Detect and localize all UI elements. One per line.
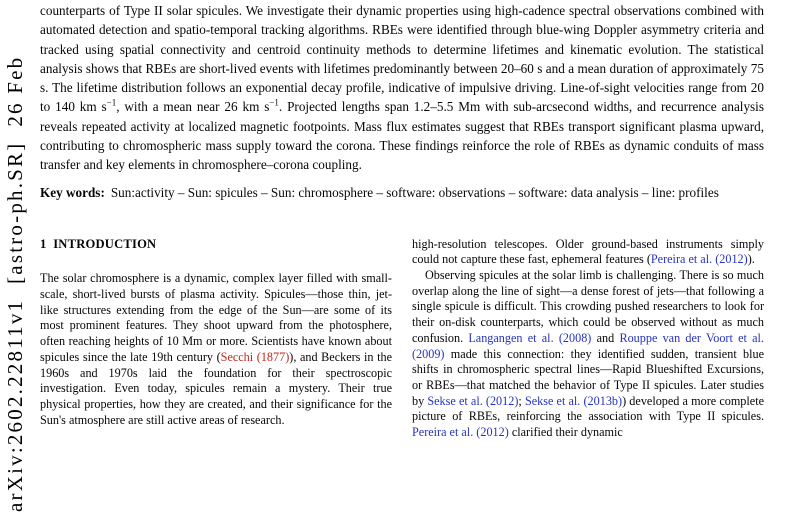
intro-paragraph-right-1 bbox=[412, 237, 764, 268]
text-segment: . Projected lengths span 1.2–5.5 Mm with sub-arcsecond widths, and recurrence analysis reveals repeated activity at localized magnetic footpoints. Mass flux estimates suggest that RBEs transport significant plasma upward, contributing to chromospheric mass supply toward the corona. These findings reinforce the role of RBEs as dynamic conduits of mass transfer and key elements in chromosphere–corona coupling. bbox=[40, 99, 764, 173]
citation-link[interactable]: Secchi (1877) bbox=[220, 349, 290, 364]
text-segment: clarified their dynamic bbox=[508, 425, 623, 440]
text-segment: −1 bbox=[269, 98, 279, 109]
citation-link[interactable]: Pereira et al. (2012) bbox=[650, 252, 748, 267]
text-segment: ) developed a more complete picture of RBEs, reinforcing the association with Type II spicules. bbox=[412, 393, 764, 424]
two-column-body bbox=[40, 237, 764, 441]
right-column bbox=[412, 237, 764, 441]
keywords-text: Sun:activity – Sun: spicules – Sun: chromosphere – software: observations – software: data analysis – line: profiles bbox=[110, 184, 719, 200]
left-column bbox=[40, 237, 392, 441]
citation-link[interactable]: Langangen et al. (2008) bbox=[468, 330, 592, 345]
citation-link[interactable]: Sekse et al. (2013b) bbox=[524, 393, 623, 408]
citation-link[interactable]: Pereira et al. (2012) bbox=[412, 425, 509, 440]
intro-paragraph-left bbox=[40, 271, 392, 428]
text-segment: ). bbox=[747, 252, 755, 267]
text-segment: high-resolution telescopes. Older ground-based instruments simply could not capture these fast, ephemeral features ( bbox=[412, 236, 764, 267]
paper-content bbox=[40, 1, 764, 441]
text-segment: ), and Beckers in the 1960s and 1970s laid the foundation for their spectroscopic investigation. Even today, spicules remain a mystery. Their true physical properties, how they are created, and their significance for the Sun's atmosphere are still active areas of research. bbox=[40, 349, 392, 427]
text-segment: ; bbox=[518, 393, 525, 408]
citation-link[interactable]: Sekse et al. (2012) bbox=[427, 393, 519, 408]
text-segment: counterparts of Type II solar spicules. We investigate their dynamic properties using high-cadence spectral observations combined with automated detection and spatio-temporal tracking algorithms. RBEs were identified through blue-wing Doppler asymmetry criteria and tracked using spatial connectivity and centroid continuity methods to determine lifetimes and kinematic evolution. The statistical analysis shows that RBEs are short-lived events with lifetimes predominantly between 20–60 s and a mean duration of approximately 75 s. The lifetime distribution follows an exponential decay profile, indicative of impulsive driving. Line-of-sight velocities range from 20 to 140 km s bbox=[40, 3, 764, 115]
text-segment: and bbox=[591, 330, 620, 345]
text-segment: , with a mean near 26 km s bbox=[116, 99, 270, 115]
keywords-line bbox=[40, 185, 764, 201]
section-heading-introduction: 1 INTRODUCTION bbox=[40, 236, 157, 251]
text-segment: Observing spicules at the solar limb is challenging. There is so much overlap along the line of sight—a dense forest of jets—that following a single spicule is difficult. This crowding pushed researchers to look for their on-disk counterparts, which could be observed without as much confusion. bbox=[412, 268, 764, 345]
text-segment: The solar chromosphere is a dynamic, complex layer filled with small-scale, short-lived bursts of plasma activity. Spicules—those thin, jet-like structures extending from the edge of the Sun—are some of its most prominent features. They shoot upward from the photosphere, often reaching heights of 10 Mm or more. Scientists have known about spicules since the late 19th century ( bbox=[40, 271, 392, 364]
intro-paragraph-right-2 bbox=[412, 268, 764, 441]
citation-link[interactable]: Rouppe van der Voort et al. (2009) bbox=[412, 330, 764, 361]
abstract-paragraph bbox=[40, 1, 764, 175]
keywords-label: Key words: bbox=[40, 184, 105, 200]
arxiv-stamp: arXiv:2602.22811v1 [astro-ph.SR] 26 Feb bbox=[3, 55, 27, 512]
text-segment: −1 bbox=[106, 98, 117, 109]
text-segment: made this connection: they identified sudden, transient blue shifts in chromospheric spectral lines—Rapid Blueshifted Excursions, or RBEs—that matched the behavior of Type II spicules. Later studies by bbox=[412, 346, 764, 408]
